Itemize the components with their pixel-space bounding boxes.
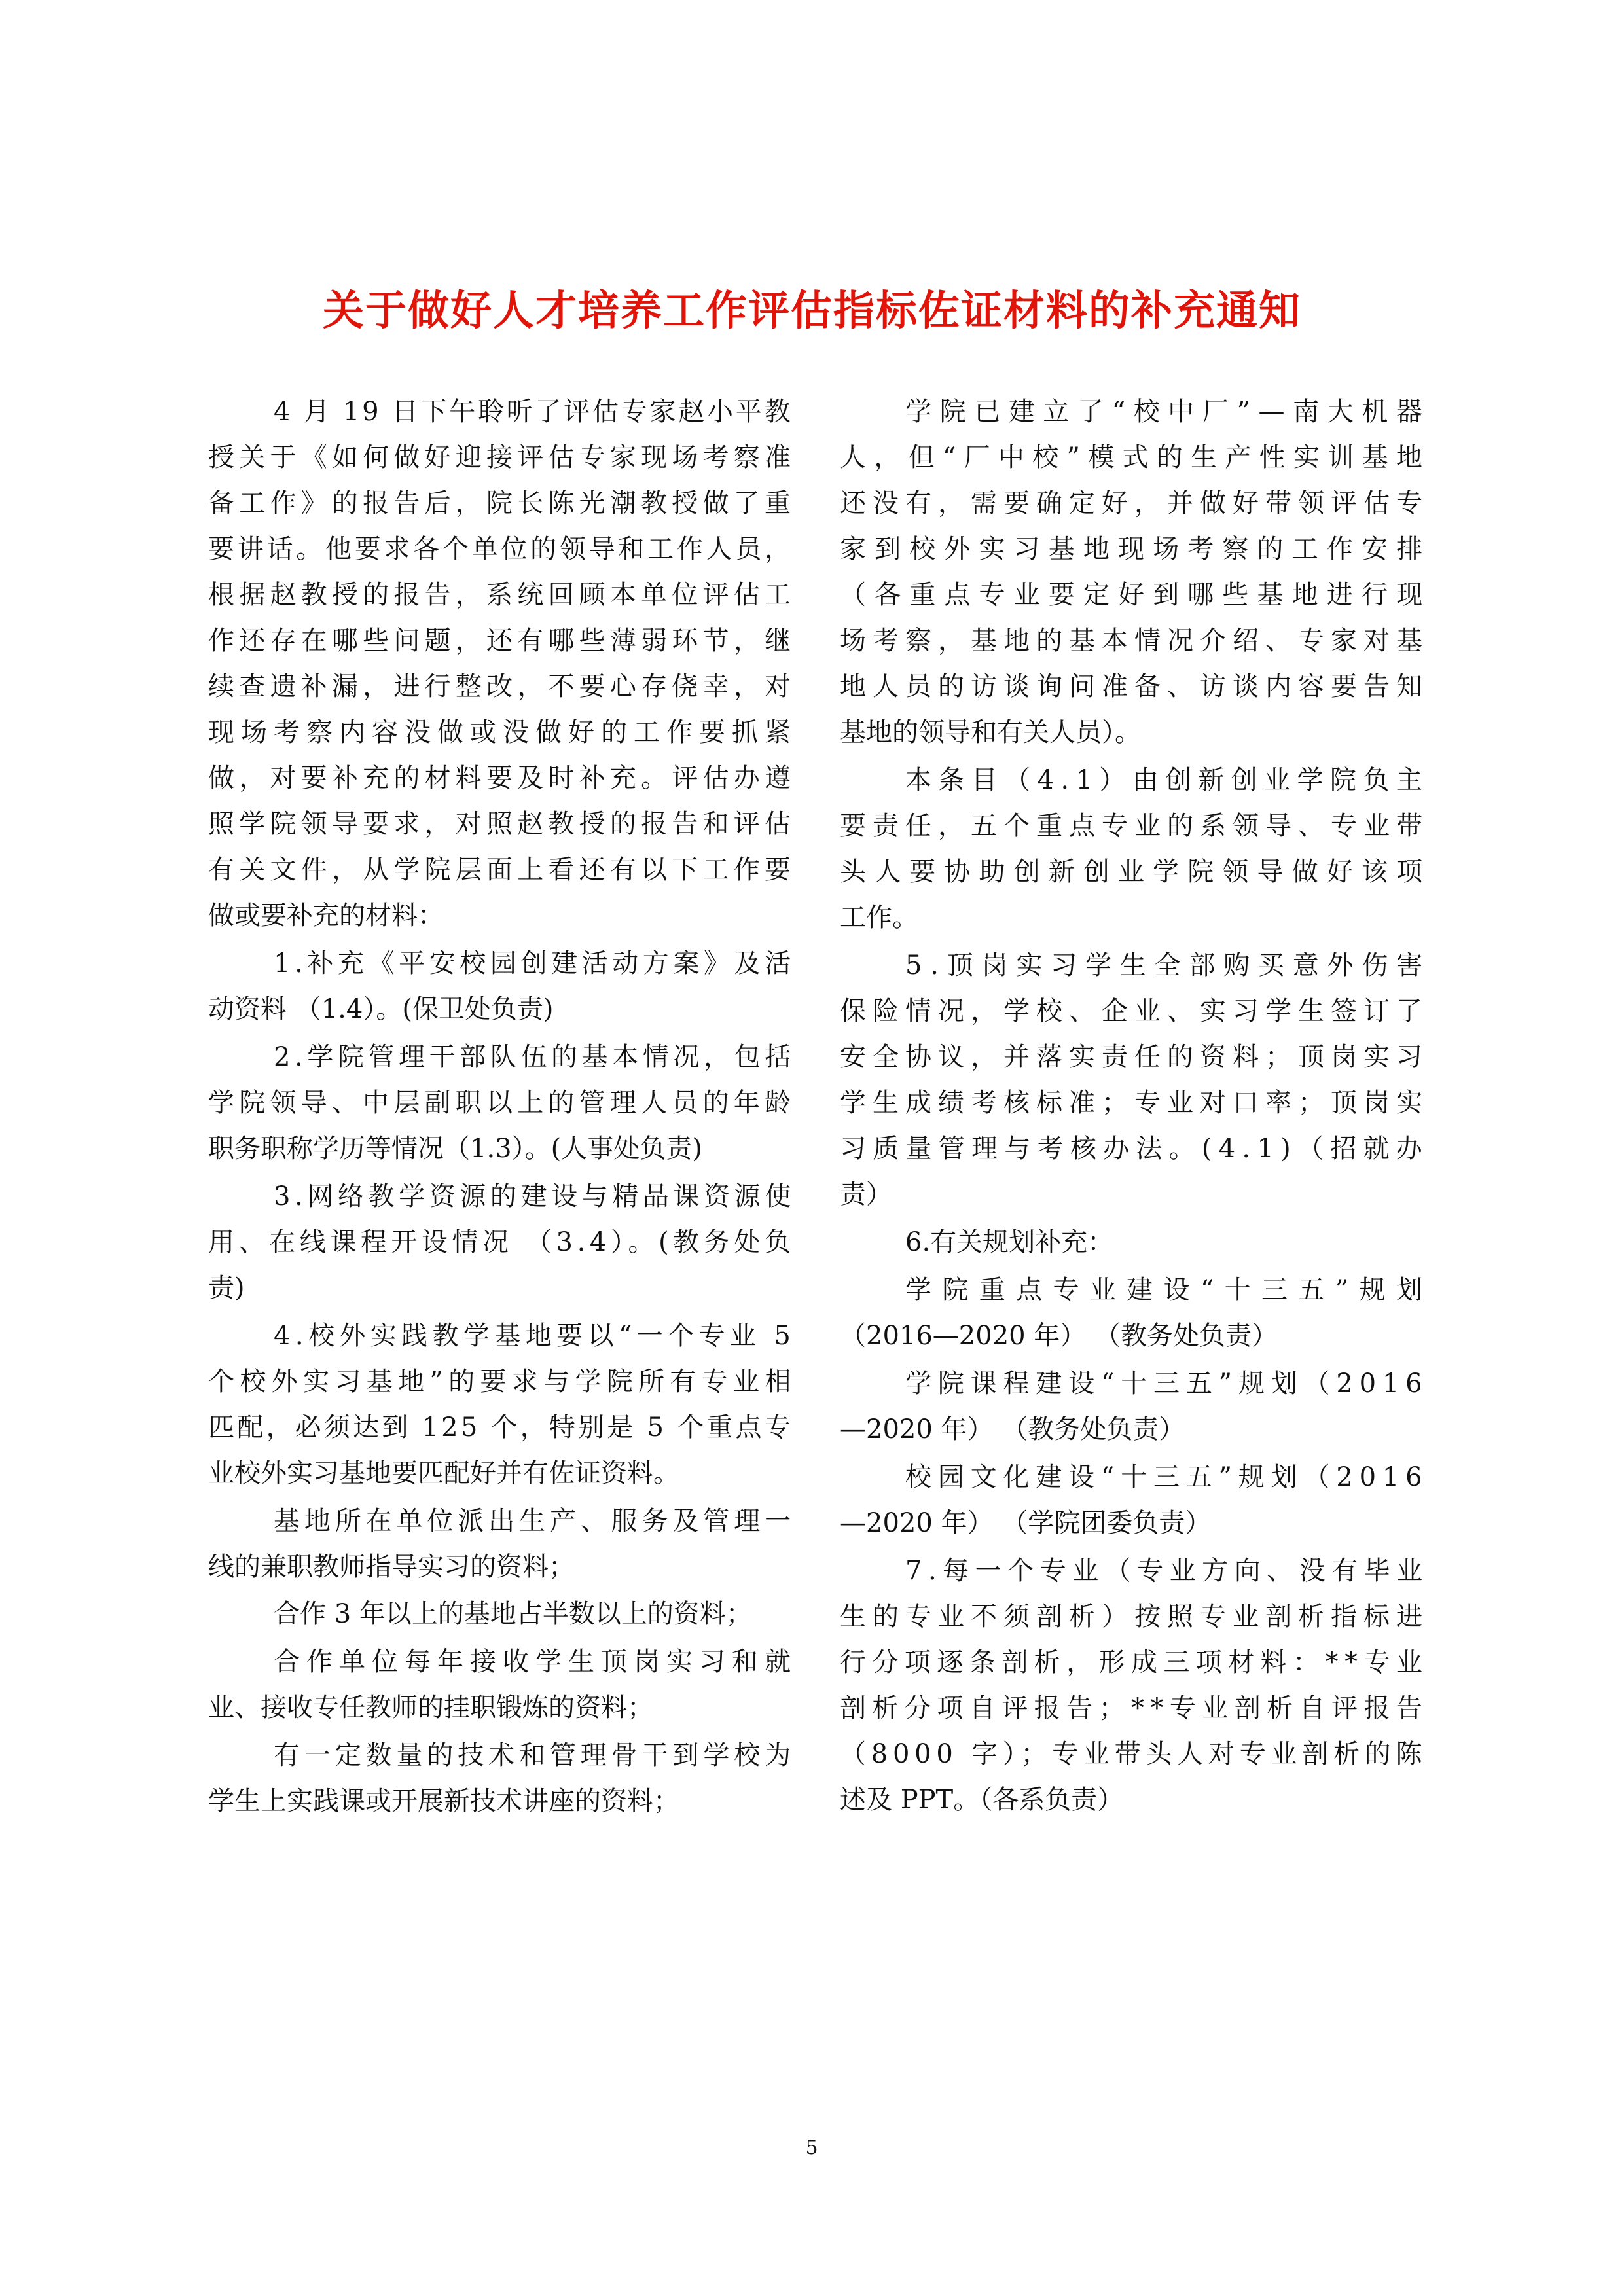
paragraph-line: 匹配，必须达到 125 个，特别是 5 个重点专 — [208, 1412, 793, 1443]
paragraph-line: 人，但“厂中校”模式的生产性实训基地 — [840, 442, 1431, 473]
paragraph-line: 学生成绩考核标准；专业对口率；顶岗实 — [840, 1088, 1429, 1118]
paragraph-line: —2020 年） （教务处负责） — [840, 1414, 1185, 1444]
paragraph-line: 家到校外实习基地现场考察的工作安排 — [840, 534, 1432, 564]
paragraph-line: —2020 年） （学院团委负责） — [840, 1508, 1212, 1538]
paragraph-line: （各重点专业要定好到哪些基地进行现 — [840, 580, 1432, 610]
paragraph-line: 做，对要补充的材料要及时补充。评估办遵 — [208, 763, 796, 793]
paragraph-line: 本条目（4.1）由创新创业学院负主 — [905, 765, 1430, 795]
paragraph-line: 学生上实践课或开展新技术讲座的资料； — [208, 1786, 679, 1816]
paragraph-line: 合作 3 年以上的基地占半数以上的资料； — [274, 1599, 752, 1629]
paragraph-line: 动资料 （1.4）。(保卫处负责) — [208, 994, 554, 1024]
paragraph-line: 基地的领导和有关人员）。 — [840, 717, 1141, 747]
paragraph-line: 6.有关规划补充： — [905, 1227, 1114, 1257]
paragraph-line: 3.网络教学资源的建设与精品课资源使 — [274, 1181, 795, 1211]
paragraph-line: 学院已建立了“校中厂”—南大机器 — [905, 397, 1431, 427]
paragraph-line: 生的专业不须剖析）按照专业剖析指标进 — [840, 1602, 1429, 1632]
paragraph-line: 校园文化建设“十三五”规划（2016 — [905, 1462, 1429, 1492]
paragraph-line: 剖析分项自评报告；**专业剖析自评报告 — [840, 1693, 1429, 1723]
paragraph-line: 学院领导、中层副职以上的管理人员的年龄 — [208, 1088, 796, 1118]
paragraph-line: （8000 字）；专业带头人对专业剖析的陈 — [840, 1739, 1428, 1769]
paragraph-line: 头人要协助创新创业学院领导做好该项 — [840, 857, 1432, 887]
paragraph-line: 工作。 — [840, 903, 918, 933]
paragraph-line: 职务职称学历等情况（1.3）。(人事处负责) — [208, 1134, 702, 1164]
paragraph-line: 7.每一个专业（专业方向、没有毕业 — [905, 1556, 1429, 1586]
paragraph-line: 要责任，五个重点专业的系领导、专业带 — [840, 811, 1429, 841]
paragraph-line: 4.校外实践教学基地要以“一个专业 5 — [274, 1321, 796, 1351]
paragraph-line: 还没有，需要确定好，并做好带领评估专 — [840, 488, 1429, 518]
paragraph-line: 习质量管理与考核办法。(4.1)（招就办 — [840, 1134, 1430, 1164]
paragraph-line: 基地所在单位派出生产、服务及管理一 — [274, 1506, 795, 1536]
paragraph-line: 现场考察内容没做或没做好的工作要抓紧 — [208, 717, 797, 747]
paragraph-line: 责） — [840, 1179, 892, 1210]
paragraph-line: 线的兼职教师指导实习的资料； — [208, 1552, 575, 1582]
paragraph-line: 责) — [208, 1273, 245, 1303]
paragraph-line: 照学院领导要求，对照赵教授的报告和评估 — [208, 809, 796, 839]
paragraph-line: （2016—2020 年） （教务处负责） — [840, 1321, 1278, 1351]
paragraph-line: 学院重点专业建设“十三五”规划 — [905, 1275, 1434, 1305]
paragraph-line: 合作单位每年接收学生顶岗实习和就 — [274, 1647, 797, 1677]
paragraph-line: 安全协议，并落实责任的资料；顶岗实习 — [840, 1042, 1429, 1072]
paragraph-line: 2.学院管理干部队伍的基本情况，包括 — [274, 1042, 795, 1072]
paragraph-line: 1.补充《平安校园创建活动方案》及活 — [274, 948, 795, 978]
paragraph-line: 根据赵教授的报告，系统回顾本单位评估工 — [208, 580, 796, 610]
paragraph-line: 要讲话。他要求各个单位的领导和工作人员， — [208, 534, 794, 564]
paragraph-line: 业校外实习基地要匹配好并有佐证资料。 — [208, 1458, 679, 1488]
paragraph-line: 业、接收专任教师的挂职锻炼的资料； — [208, 1693, 653, 1723]
paragraph-line: 4 月 19 日下午聆听了评估专家赵小平教 — [274, 397, 793, 427]
paragraph-line: 有一定数量的技术和管理骨干到学校为 — [274, 1740, 795, 1770]
paragraph-line: 保险情况，学校、企业、实习学生签订了 — [840, 996, 1429, 1026]
page-number: 5 — [805, 2136, 818, 2159]
paragraph-line: 用、在线课程开设情况 （3.4）。(教务处负 — [208, 1227, 795, 1257]
paragraph-line: 有关文件，从学院层面上看还有以下工作要 — [208, 855, 796, 885]
notice-title: 关于做好人才培养工作评估指标佐证材料的补充通知 — [323, 287, 1301, 334]
paragraph-line: 地人员的访谈询问准备、访谈内容要告知 — [840, 672, 1429, 702]
paragraph-line: 续查遗补漏，进行整改，不要心存侥幸，对 — [208, 672, 796, 702]
paragraph-line: 学院课程建设“十三五”规划（2016 — [905, 1369, 1429, 1399]
paragraph-line: 行分项逐条剖析，形成三项材料：**专业 — [840, 1647, 1429, 1677]
paragraph-line: 做或要补充的材料： — [208, 901, 444, 931]
paragraph-line: 备工作》的报告后，院长陈光潮教授做了重 — [208, 488, 796, 518]
paragraph-line: 作还存在哪些问题，还有哪些薄弱环节，继 — [208, 626, 796, 656]
paragraph-line: 个校外实习基地”的要求与学院所有专业相 — [208, 1367, 797, 1397]
paragraph-line: 场考察，基地的基本情况介绍、专家对基 — [840, 626, 1429, 656]
paragraph-line: 授关于《如何做好迎接评估专家现场考察准 — [208, 442, 796, 473]
paragraph-line: 5.顶岗实习学生全部购买意外伤害 — [905, 950, 1431, 980]
paragraph-line: 述及 PPT。（各系负责） — [840, 1785, 1124, 1815]
